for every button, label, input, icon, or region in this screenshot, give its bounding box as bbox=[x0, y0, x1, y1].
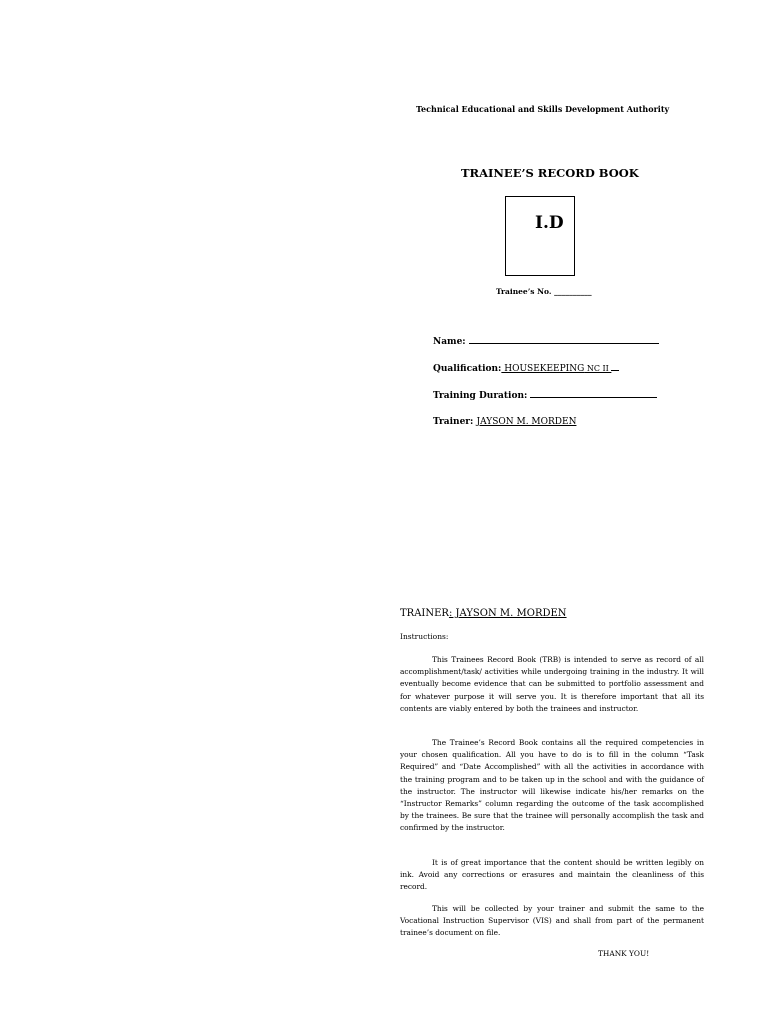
training-duration-blank-line bbox=[530, 390, 657, 398]
qualification-blank-line bbox=[611, 363, 619, 371]
trainer-field bbox=[433, 417, 576, 427]
instructions-trainer-label: TRAINER bbox=[400, 608, 449, 619]
id-label: I.D bbox=[535, 213, 564, 233]
agency-name: Technical Educational and Skills Development Authority bbox=[416, 104, 670, 114]
closing-thank-you: THANK YOU! bbox=[598, 949, 650, 958]
training-duration-field bbox=[433, 390, 657, 401]
instruction-paragraph-4: This will be collected by your trainer and submit the same to the Vocational Instruction Supervisor (VIS) and shall from part of the permanent trainee’s document on file. bbox=[400, 904, 704, 938]
instruction-paragraph-3: It is of great importance that the content should be written legibly on ink. Avoid any corrections or erasures and maintain the cleanliness of this record. bbox=[400, 858, 704, 892]
instruction-paragraph-2: The Trainee’s Record Book contains all the required competencies in your chosen qualification. All you have to do is to fill in the column “Task Required” and “Date Accomplished” with all the activities in accordance with the training program and to be taken up in the school and with the guidance of the instructor. The instructor will likewise indicate his/her remarks on the “Instructor Remarks” column regarding the outcome of the task accomplished by the trainees. Be sure that the trainee will personally accomplish the task and confirmed by the instructor. bbox=[400, 738, 704, 833]
qualification-value: HOUSEKEEPING bbox=[501, 364, 585, 374]
name-label: Name: bbox=[433, 337, 466, 347]
instruction-paragraph-1: This Trainees Record Book (TRB) is intended to serve as record of all accomplishment/task/ activities while undergoing training in the industry. It will eventually become evidence that can be submitted to portfolio assessment and for whatever purpose it will serve you. It is therefore important that all its contents are viably entered by both the trainees and instructor. bbox=[400, 655, 704, 713]
page-title: TRAINEE’S RECORD BOOK bbox=[461, 166, 639, 180]
qualification-level: NC II bbox=[584, 364, 612, 373]
trainer-label: Trainer: bbox=[433, 417, 474, 427]
trainee-number-field: Trainee’s No. __________ bbox=[496, 287, 592, 296]
instructions-trainer-line bbox=[400, 608, 567, 619]
id-photo-box bbox=[505, 196, 575, 276]
training-duration-label: Training Duration: bbox=[433, 391, 528, 401]
instructions-label: Instructions: bbox=[400, 632, 449, 641]
name-blank-line bbox=[469, 336, 659, 344]
name-field bbox=[433, 336, 659, 347]
qualification-field bbox=[433, 363, 619, 374]
qualification-label: Qualification: bbox=[433, 364, 502, 374]
trainer-value: JAYSON M. MORDEN bbox=[476, 417, 577, 427]
instructions-trainer-value: : JAYSON M. MORDEN bbox=[448, 608, 567, 619]
